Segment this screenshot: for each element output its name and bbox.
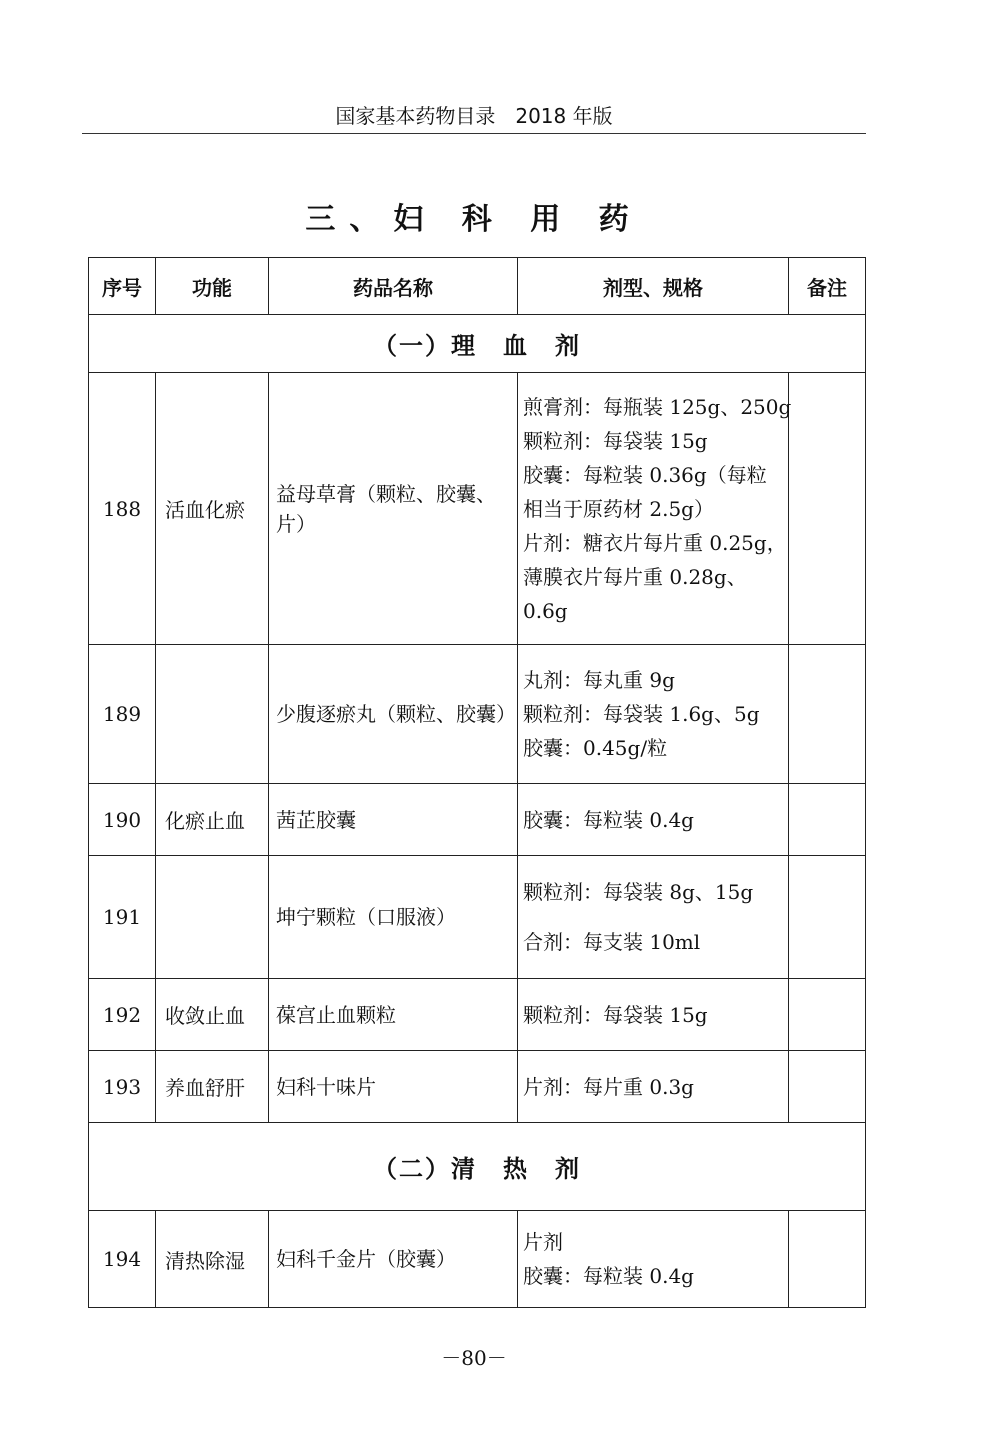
row-note	[789, 784, 866, 856]
row-number: 193	[89, 1051, 156, 1123]
row-number: 189	[89, 645, 156, 784]
column-header-name: 药品名称	[269, 258, 518, 315]
column-header-func: 功能	[156, 258, 269, 315]
spec-line: 颗粒剂：每袋装 1.6g、5g	[523, 702, 760, 726]
page-number: －80－	[441, 1346, 507, 1370]
spec-line: 颗粒剂：每袋装 15g	[523, 1002, 708, 1027]
table-row	[89, 856, 866, 979]
row-note	[789, 856, 866, 979]
spec-line: 片剂	[523, 1230, 563, 1254]
table-row	[89, 373, 866, 645]
section-title: （一）理 血 剂	[89, 315, 866, 373]
spec-line: 相当于原药材 2.5g）	[523, 496, 714, 521]
row-note	[789, 1211, 866, 1308]
row-drug-name: 茜芷胶囊	[269, 784, 518, 856]
table-row	[89, 1051, 866, 1123]
spec-line: 煎膏剂：每瓶装 125g、250g	[523, 394, 792, 419]
spec-line: 胶囊：每粒装 0.36g（每粒	[523, 462, 767, 487]
row-note	[789, 979, 866, 1051]
table-header-row	[89, 258, 866, 315]
table-row	[89, 979, 866, 1051]
row-spec	[518, 1211, 789, 1308]
row-drug-name: 少腹逐瘀丸（颗粒、胶囊）	[269, 645, 518, 784]
spec-line: 片剂：糖衣片每片重 0.25g，	[523, 530, 787, 555]
spec-line: 胶囊：0.45g/粒	[523, 736, 668, 760]
row-drug-name: 益母草膏（颗粒、胶囊、片）	[269, 373, 518, 645]
row-drug-name: 妇科千金片（胶囊）	[269, 1211, 518, 1308]
row-function: 化瘀止血	[156, 784, 269, 856]
spec-line: 颗粒剂：每袋装 15g	[523, 428, 708, 453]
column-header-note: 备注	[789, 258, 866, 315]
table-row	[89, 784, 866, 856]
row-drug-name: 坤宁颗粒（口服液）	[269, 856, 518, 979]
row-note	[789, 645, 866, 784]
row-function: 活血化瘀	[156, 373, 269, 645]
row-spec	[518, 373, 792, 645]
spec-line: 胶囊：每粒装 0.4g	[523, 807, 694, 832]
drug-table	[88, 257, 866, 1308]
row-spec	[518, 784, 789, 856]
column-header-spec: 剂型、规格	[518, 258, 789, 315]
row-number: 190	[89, 784, 156, 856]
row-number: 188	[89, 373, 156, 645]
spec-line: 胶囊：每粒装 0.4g	[523, 1264, 694, 1288]
row-drug-name: 妇科十味片	[269, 1051, 518, 1123]
row-function	[156, 645, 269, 784]
row-function: 收敛止血	[156, 979, 269, 1051]
row-spec	[518, 645, 789, 784]
spec-line: 片剂：每片重 0.3g	[523, 1074, 694, 1099]
row-number: 191	[89, 856, 156, 979]
spec-line: 0.6g	[523, 598, 568, 623]
spec-line: 颗粒剂：每袋装 8g、15g	[523, 880, 754, 904]
row-spec	[518, 856, 789, 979]
page-title: 三、妇 科 用 药	[305, 202, 643, 237]
section-row	[89, 1123, 866, 1211]
row-spec	[518, 1051, 789, 1123]
running-header: 国家基本药物目录 2018 年版	[335, 104, 613, 128]
row-function: 养血舒肝	[156, 1051, 269, 1123]
section-title: （二）清 热 剂	[89, 1123, 866, 1211]
row-number: 192	[89, 979, 156, 1051]
section-row	[89, 315, 866, 373]
row-note	[789, 1051, 866, 1123]
row-spec	[518, 979, 789, 1051]
table-row	[89, 1211, 866, 1308]
row-note	[789, 373, 866, 645]
spec-line: 合剂：每支装 10ml	[523, 930, 701, 954]
row-number: 194	[89, 1211, 156, 1308]
spec-line: 丸剂：每丸重 9g	[523, 668, 675, 692]
row-function: 清热除湿	[156, 1211, 269, 1308]
table-row	[89, 645, 866, 784]
spec-line: 薄膜衣片每片重 0.28g、	[523, 564, 747, 589]
header-rule	[82, 133, 866, 134]
row-function	[156, 856, 269, 979]
column-header-num: 序号	[89, 258, 156, 315]
row-drug-name: 葆宫止血颗粒	[269, 979, 518, 1051]
